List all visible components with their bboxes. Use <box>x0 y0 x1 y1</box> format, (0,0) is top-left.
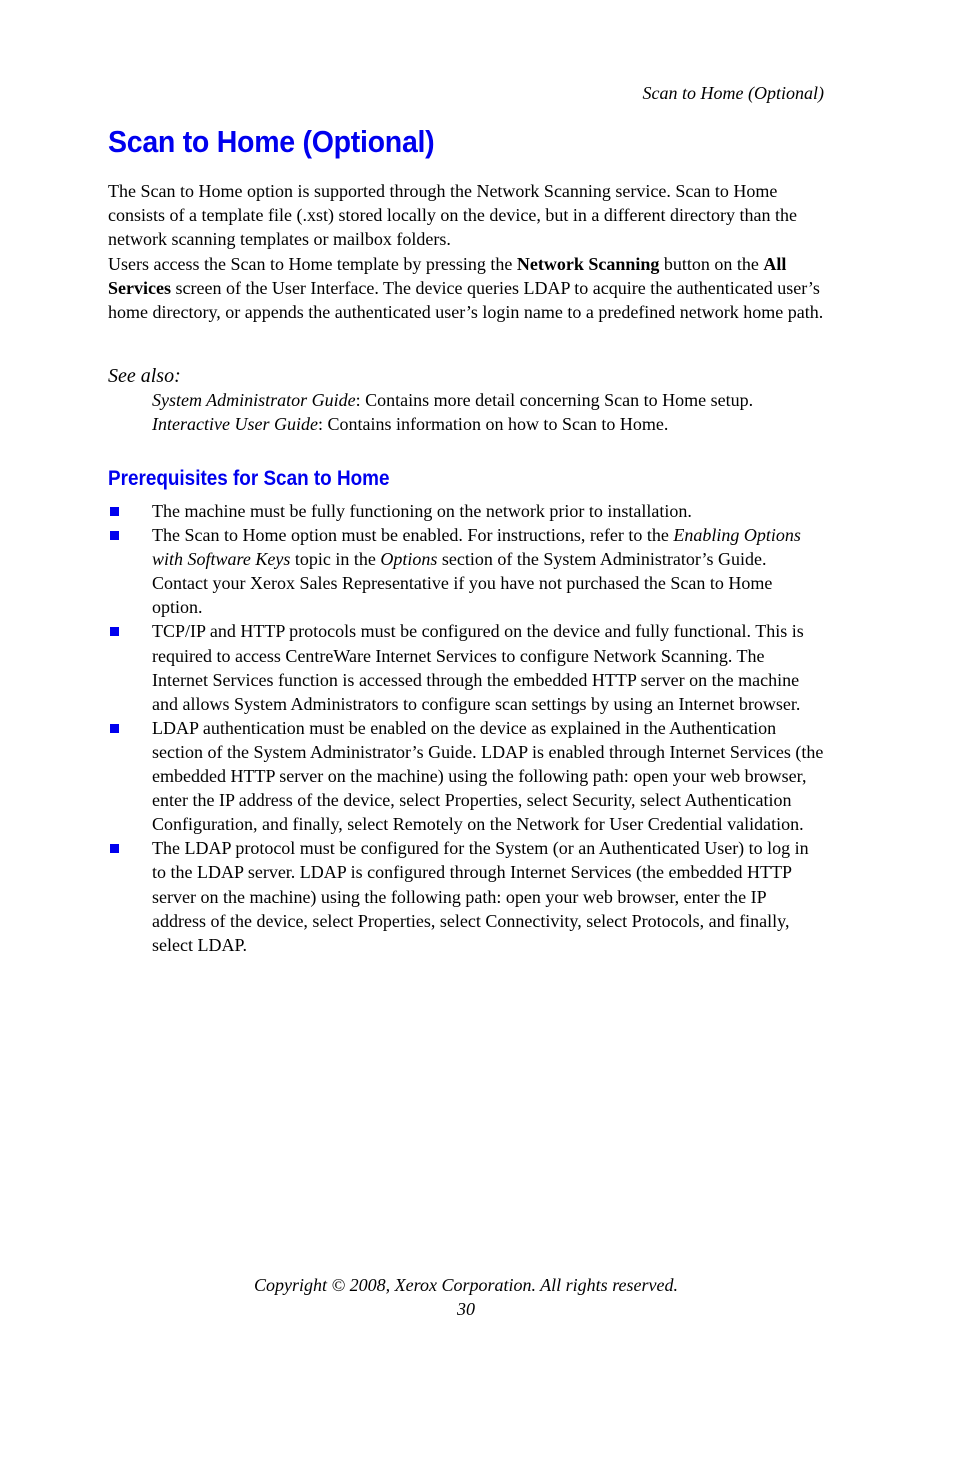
list-item <box>108 716 824 836</box>
copyright-notice: Copyright © 2008, Xerox Corporation. All rights reserved. <box>254 1275 678 1295</box>
all-services-term: All Services <box>108 254 787 299</box>
enabling-options-reference: Enabling Options with Software Keys <box>152 525 801 570</box>
see-also-label: See also: <box>108 365 181 387</box>
intro-paragraph-2 <box>108 252 824 325</box>
running-header: Scan to Home (Optional) <box>642 83 824 103</box>
reference-title: System Administrator Guide <box>152 390 356 410</box>
intro-text: Users access the Scan to Home template by pressing the <box>108 254 517 274</box>
intro-paragraph-1: The Scan to Home option is supported through the Network Scanning service. Scan to Home consists of a template file (.xst) stored locally on the device, but in a different directory than the network scanning templates or mailbox folders. <box>108 181 797 250</box>
square-bullet-icon <box>110 844 119 853</box>
intro-text: button on the <box>659 254 764 274</box>
list-item <box>108 619 824 715</box>
reference-text: : Contains information on how to Scan to Home. <box>317 414 669 435</box>
list-item-text: The LDAP protocol must be configured for the System (or an Authenticated User) to log in to the LDAP server. LDAP is configured through Internet Services (the embedded HTTP server on the machine) using the following path: open your web browser, enter the IP address of the device, select Properties, select Connectivity, select Protocols, and finally, select LDAP. <box>152 838 809 955</box>
section-heading: Prerequisites for Scan to Home <box>108 467 390 490</box>
see-also-item <box>152 412 832 436</box>
square-bullet-icon <box>110 531 119 540</box>
square-bullet-icon <box>110 724 119 733</box>
options-reference: Options <box>380 549 438 570</box>
intro-text: screen of the User Interface. The device queries LDAP to acquire the authenticated user’s home directory, or appends the authenticated user’s login name to a predefined network home path. <box>108 278 824 323</box>
see-also-item <box>152 388 832 412</box>
reference-text: : Contains more detail concerning Scan to Home setup. <box>355 390 754 410</box>
see-also-list <box>152 388 832 436</box>
square-bullet-icon <box>110 627 119 636</box>
page-footer <box>0 1273 932 1321</box>
list-item-text: TCP/IP and HTTP protocols must be configured on the device and fully functional. This is required to access CentreWare Internet Services to configure Network Scanning. The Internet Services function is accessed through the embedded HTTP server on the machine and allows System Administrators to configure scan settings by using an Internet browser. <box>152 621 804 714</box>
list-item <box>108 836 824 956</box>
page-number: 30 <box>457 1299 475 1319</box>
list-item-text: section of the System Administrator’s Guide. Contact your Xerox Sales Representative if you have not purchased the Scan to Home option. <box>152 549 773 618</box>
list-item-text: LDAP authentication must be enabled on the device as explained in the Authentication section of the System Administrator’s Guide. LDAP is enabled through Internet Services (the embedded HTTP server on the machine) using the following path: open your web browser, enter the IP address of the device, select Properties, select Security, select Authentication Configuration, and finally, select Remotely on the Network for User Credential validation. <box>152 717 824 835</box>
reference-title: Interactive User Guide <box>152 414 318 435</box>
list-item <box>108 523 824 619</box>
list-item-text: topic in the <box>290 549 381 570</box>
list-item-text: The Scan to Home option must be enabled. For instructions, refer to the <box>152 525 674 546</box>
list-item <box>108 499 824 523</box>
prerequisites-list <box>108 499 824 957</box>
page-title: Scan to Home (Optional) <box>108 124 435 159</box>
square-bullet-icon <box>110 507 119 516</box>
network-scanning-term: Network Scanning <box>516 254 660 274</box>
list-item-text: The machine must be fully functioning on the network prior to installation. <box>152 501 692 521</box>
